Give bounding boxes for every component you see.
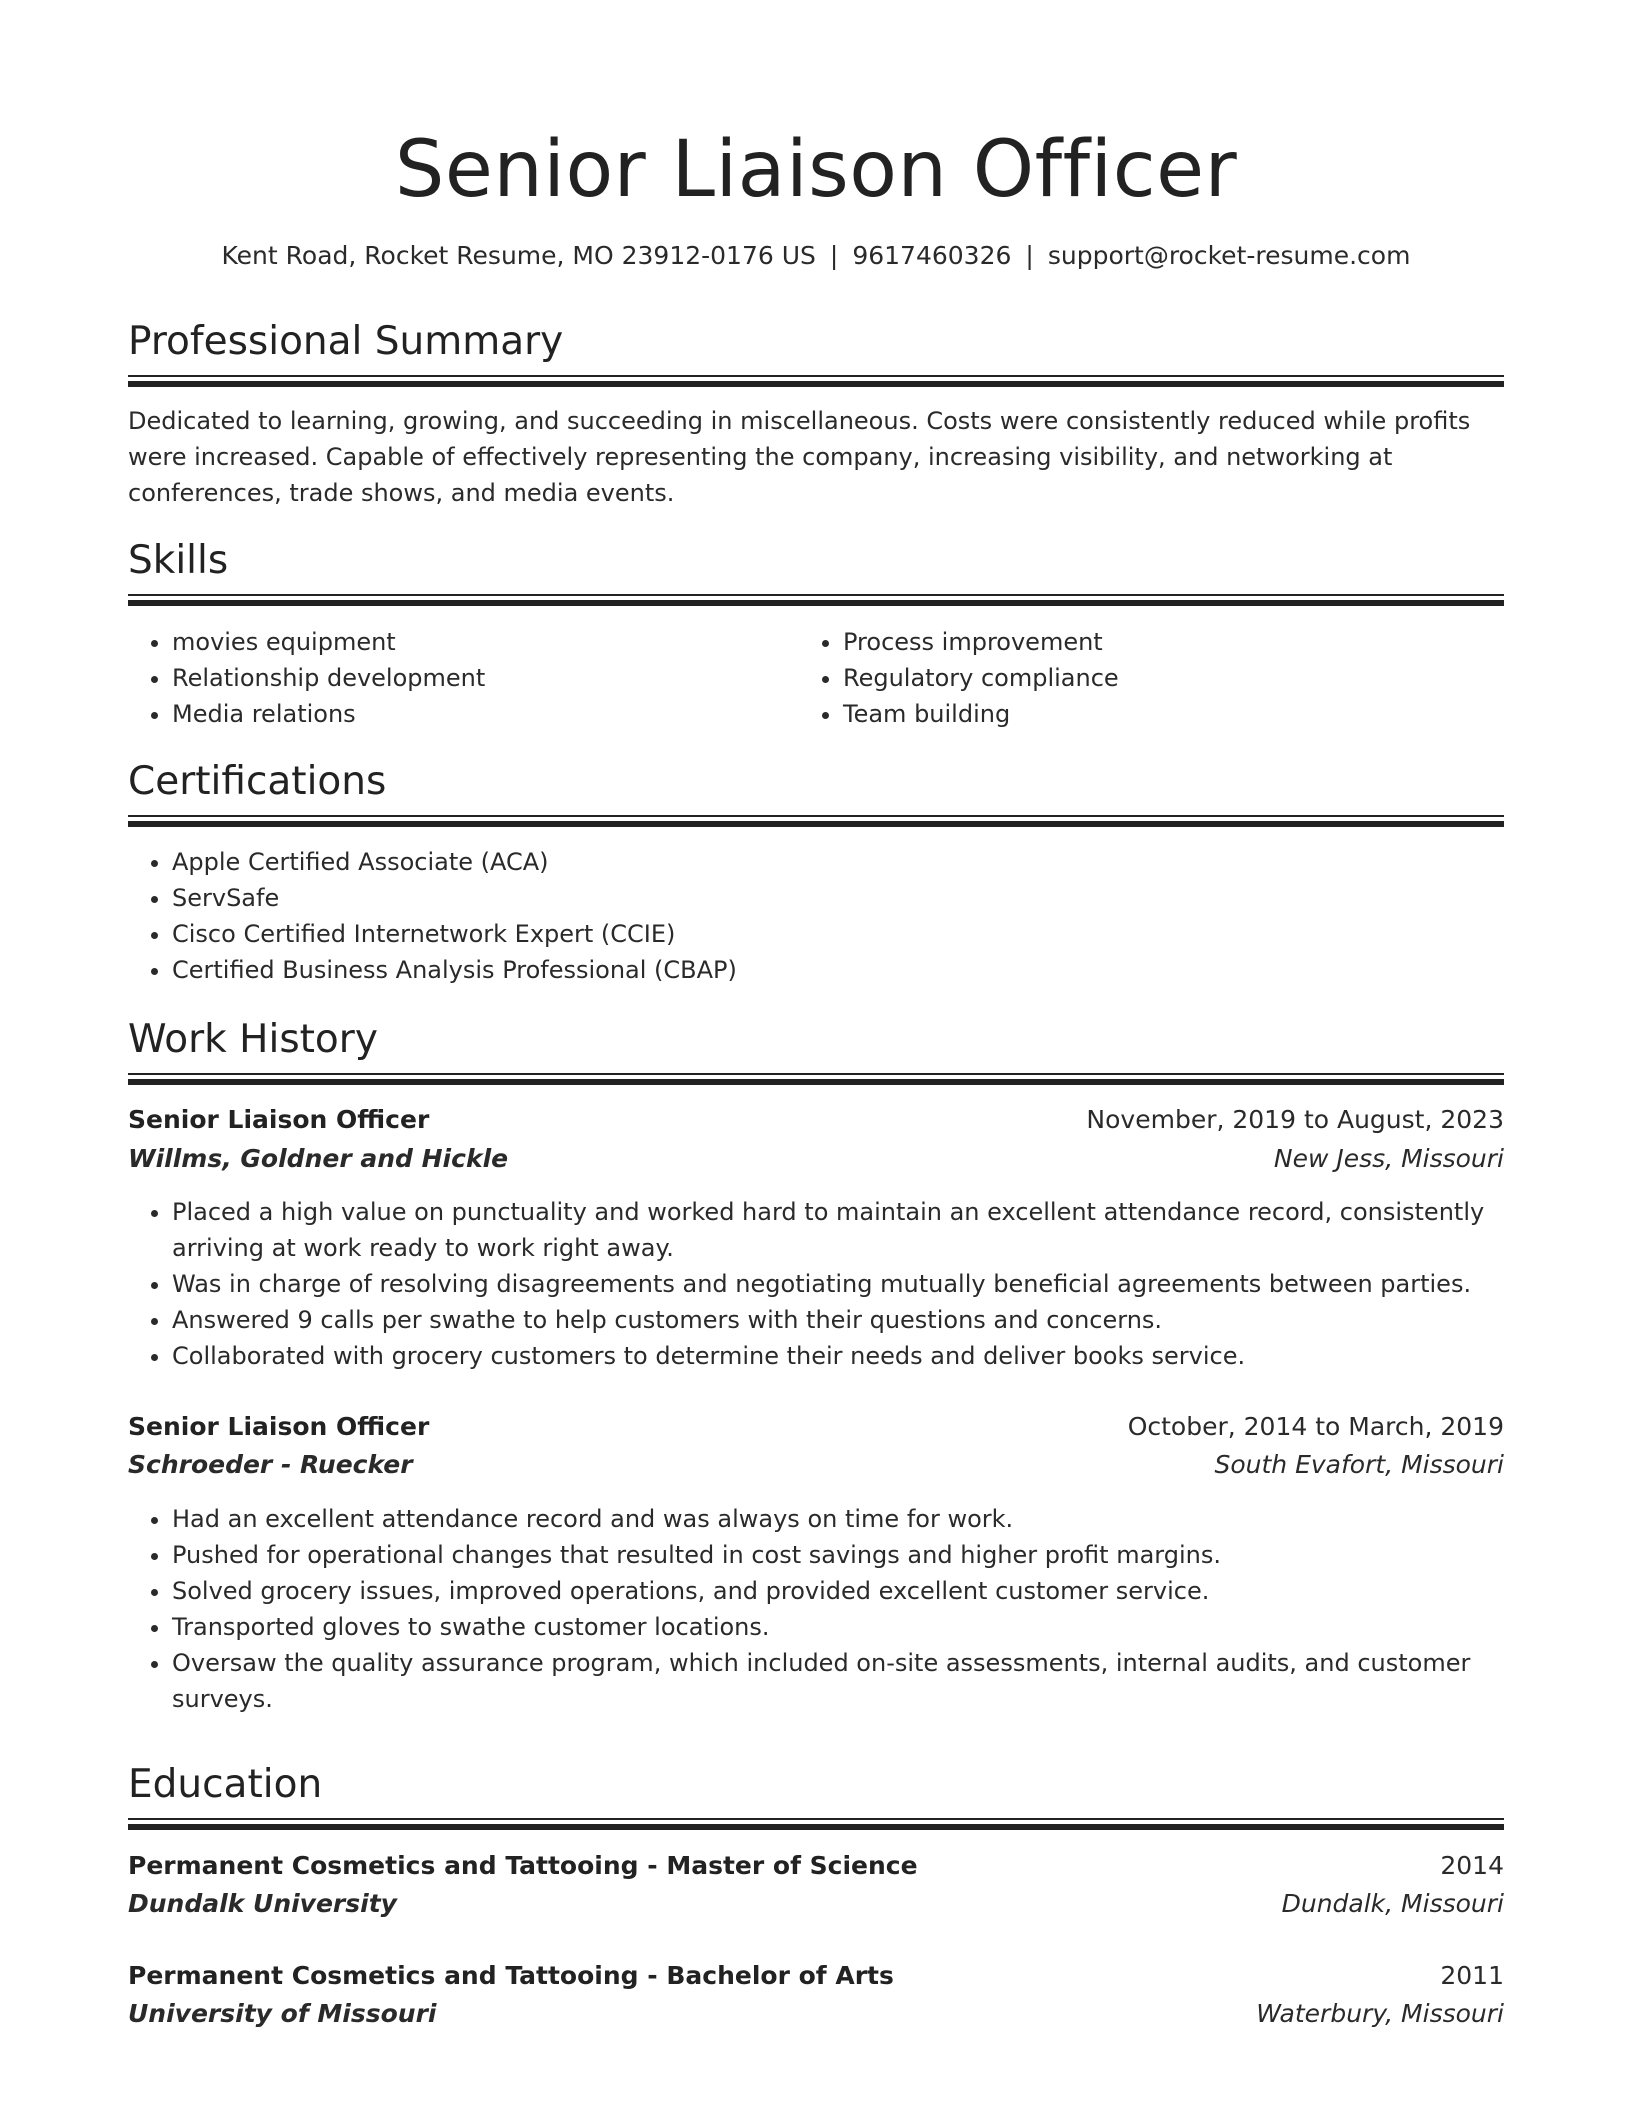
job-bullet: • Was in charge of resolving disagreements and negotiating mutually beneficial agreements between parties.: [172, 1266, 1504, 1302]
skill-item: • Process improvement: [843, 624, 1473, 660]
education-school: University of Missouri: [128, 1999, 437, 2028]
job-bullet: • Collaborated with grocery customers to determine their needs and deliver books service.: [172, 1338, 1504, 1374]
education-header: [128, 1847, 1504, 1887]
certification-item: • Cisco Certified Internetwork Expert (CCIE): [172, 916, 1504, 952]
skill-item: • Relationship development: [172, 660, 802, 696]
education-school: Dundalk University: [128, 1889, 397, 1918]
job-bullet: • Had an excellent attendance record and was always on time for work.: [172, 1501, 1504, 1537]
job-header: [128, 1408, 1504, 1448]
job-bullet: • Transported gloves to swathe customer locations.: [172, 1609, 1504, 1645]
certifications-list: [128, 844, 1504, 988]
job-bullet: • Answered 9 calls per swathe to help customers with their questions and concerns.: [172, 1302, 1504, 1338]
job-dates: November, 2019 to August, 2023: [1086, 1105, 1504, 1134]
education-header: [128, 1957, 1504, 1997]
contact-separator: |: [829, 241, 839, 270]
contact-email[interactable]: support@rocket-resume.com: [1047, 241, 1411, 270]
skill-item: • movies equipment: [172, 624, 802, 660]
contact-line: [128, 238, 1504, 274]
section-divider: [128, 375, 1504, 387]
education-location: Dundalk, Missouri: [1281, 1889, 1504, 1918]
section-heading-education: Education: [128, 1762, 323, 1807]
education-degree: Permanent Cosmetics and Tattooing - Master of Science: [128, 1851, 918, 1880]
section-heading-certifications: Certifications: [128, 759, 387, 804]
skills-column-2: [799, 624, 1473, 732]
education-subheader: [128, 1885, 1504, 1925]
job-title: Senior Liaison Officer: [128, 1105, 430, 1134]
job-dates: October, 2014 to March, 2019: [1127, 1412, 1504, 1441]
certification-item: • ServSafe: [172, 880, 1504, 916]
job-location: South Evafort, Missouri: [1214, 1450, 1504, 1479]
job-company: Schroeder - Ruecker: [128, 1450, 413, 1479]
contact-address: Kent Road, Rocket Resume, MO 23912-0176 US: [221, 241, 816, 270]
resume-name: Senior Liaison Officer: [394, 125, 1238, 215]
education-year: 2011: [1440, 1961, 1504, 1990]
section-heading-work: Work History: [128, 1017, 378, 1062]
skill-item: • Regulatory compliance: [843, 660, 1473, 696]
section-heading-summary: Professional Summary: [128, 319, 564, 364]
section-divider: [128, 1073, 1504, 1085]
job-bullet: • Solved grocery issues, improved operations, and provided excellent customer service.: [172, 1573, 1504, 1609]
skill-item: • Team building: [843, 696, 1473, 732]
job-bullet: • Oversaw the quality assurance program, which included on-site assessments, internal audits, and customer surveys.: [172, 1645, 1504, 1717]
education-year: 2014: [1440, 1851, 1504, 1880]
contact-phone: 9617460326: [852, 241, 1012, 270]
section-divider: [128, 815, 1504, 827]
job-location: New Jess, Missouri: [1273, 1144, 1504, 1173]
summary-text: Dedicated to learning, growing, and succeeding in miscellaneous. Costs were consistently reduced while profits were increased. Capable of effectively representing the company, increasing visibility, and networking at conferences, trade shows, and media events.: [128, 407, 1471, 507]
job-subheader: [128, 1446, 1504, 1486]
job-bullets: [128, 1194, 1504, 1374]
job-company: Willms, Goldner and Hickle: [128, 1144, 509, 1173]
section-heading-skills: Skills: [128, 538, 229, 583]
certification-item: • Apple Certified Associate (ACA): [172, 844, 1504, 880]
education-location: Waterbury, Missouri: [1256, 1999, 1504, 2028]
skills-column-1: [128, 624, 802, 732]
certification-item: • Certified Business Analysis Professional (CBAP): [172, 952, 1504, 988]
job-header: [128, 1101, 1504, 1141]
education-degree: Permanent Cosmetics and Tattooing - Bachelor of Arts: [128, 1961, 894, 1990]
job-bullet: • Pushed for operational changes that resulted in cost savings and higher profit margins.: [172, 1537, 1504, 1573]
contact-separator: |: [1025, 241, 1034, 270]
job-subheader: [128, 1140, 1504, 1180]
education-subheader: [128, 1995, 1504, 2035]
job-bullet: • Placed a high value on punctuality and worked hard to maintain an excellent attendance record, consistently arriving at work ready to work right away.: [172, 1194, 1504, 1266]
job-title: Senior Liaison Officer: [128, 1412, 430, 1441]
skill-item: • Media relations: [172, 696, 802, 732]
section-divider: [128, 594, 1504, 606]
job-bullets: [128, 1501, 1504, 1717]
section-divider: [128, 1818, 1504, 1830]
